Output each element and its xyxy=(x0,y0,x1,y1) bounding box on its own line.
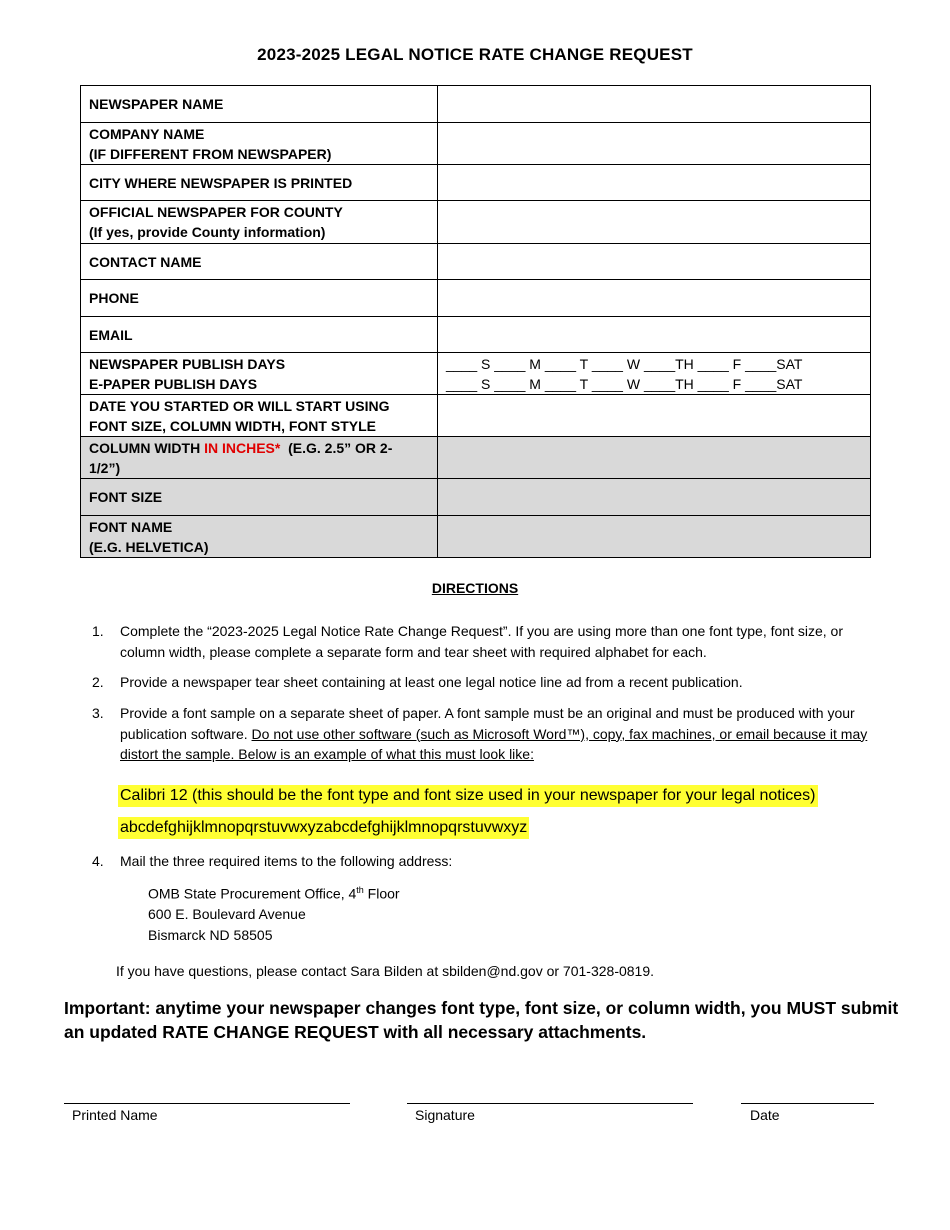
field-phone[interactable] xyxy=(438,280,871,317)
label-date-started: DATE YOU STARTED OR WILL START USING FONT SIZE, COLUMN WIDTH, FONT STYLE xyxy=(81,395,438,437)
field-date-started[interactable] xyxy=(438,395,871,437)
field-font-name[interactable] xyxy=(438,516,871,558)
printed-name-line[interactable] xyxy=(64,1103,350,1104)
contact-info: If you have questions, please contact Sara Bilden at sbilden@nd.gov or 701-328-0819. xyxy=(116,963,655,979)
label-column-width: COLUMN WIDTH IN INCHES* (E.G. 2.5” OR 2- 1/2”) xyxy=(81,437,438,479)
label-font-name: FONT NAME (E.G. HELVETICA) xyxy=(81,516,438,558)
printed-name-label: Printed Name xyxy=(72,1107,158,1123)
field-official-county[interactable] xyxy=(438,201,871,244)
label-newspaper-name: NEWSPAPER NAME xyxy=(81,86,438,123)
font-sample-line-1: Calibri 12 (this should be the font type and font size used in your newspaper for your legal notices) xyxy=(118,785,818,807)
field-company-name[interactable] xyxy=(438,123,871,165)
newspaper-days-line[interactable]: ____ S ____ M ____ T ____ W ____TH ____ F ____SAT xyxy=(446,355,803,372)
important-notice: Important: anytime your newspaper changes font type, font size, or column width, you MUST submit an updated RATE CHANGE REQUEST with all necessary attachments. xyxy=(64,998,899,1042)
in-inches-emphasis: IN INCHES* xyxy=(204,439,281,456)
label-email: EMAIL xyxy=(81,317,438,353)
label-company-name: COMPANY NAME (IF DIFFERENT FROM NEWSPAPER) xyxy=(81,123,438,165)
label-city-printed: CITY WHERE NEWSPAPER IS PRINTED xyxy=(81,165,438,201)
date-label: Date xyxy=(750,1107,780,1123)
date-line[interactable] xyxy=(741,1103,874,1104)
directions-heading: DIRECTIONS xyxy=(431,580,519,596)
page-title: 2023-2025 LEGAL NOTICE RATE CHANGE REQUEST xyxy=(257,45,693,64)
signature-line[interactable] xyxy=(407,1103,693,1104)
field-contact-name[interactable] xyxy=(438,244,871,280)
mailing-address: OMB State Procurement Office, 4th Floor 600 E. Boulevard Avenue Bismarck ND 58505 xyxy=(148,885,400,943)
epaper-days-line[interactable]: ____ S ____ M ____ T ____ W ____TH ____ F ____SAT xyxy=(446,375,803,392)
label-publish-days: NEWSPAPER PUBLISH DAYS E-PAPER PUBLISH DAYS xyxy=(81,353,438,395)
label-font-size: FONT SIZE xyxy=(81,479,438,516)
field-email[interactable] xyxy=(438,317,871,353)
field-publish-days[interactable] xyxy=(438,353,871,395)
label-official-county: OFFICIAL NEWSPAPER FOR COUNTY (If yes, provide County information) xyxy=(81,201,438,244)
field-font-size[interactable] xyxy=(438,479,871,516)
field-city-printed[interactable] xyxy=(438,165,871,201)
field-newspaper-name[interactable] xyxy=(438,86,871,123)
font-sample-alphabet: abcdefghijklmnopqrstuvwxyzabcdefghijklmnopqrstuvwxyz xyxy=(118,817,529,839)
label-phone: PHONE xyxy=(81,280,438,317)
signature-label: Signature xyxy=(415,1107,475,1123)
rate-change-form xyxy=(80,85,871,558)
field-column-width[interactable] xyxy=(438,437,871,479)
label-contact-name: CONTACT NAME xyxy=(81,244,438,280)
